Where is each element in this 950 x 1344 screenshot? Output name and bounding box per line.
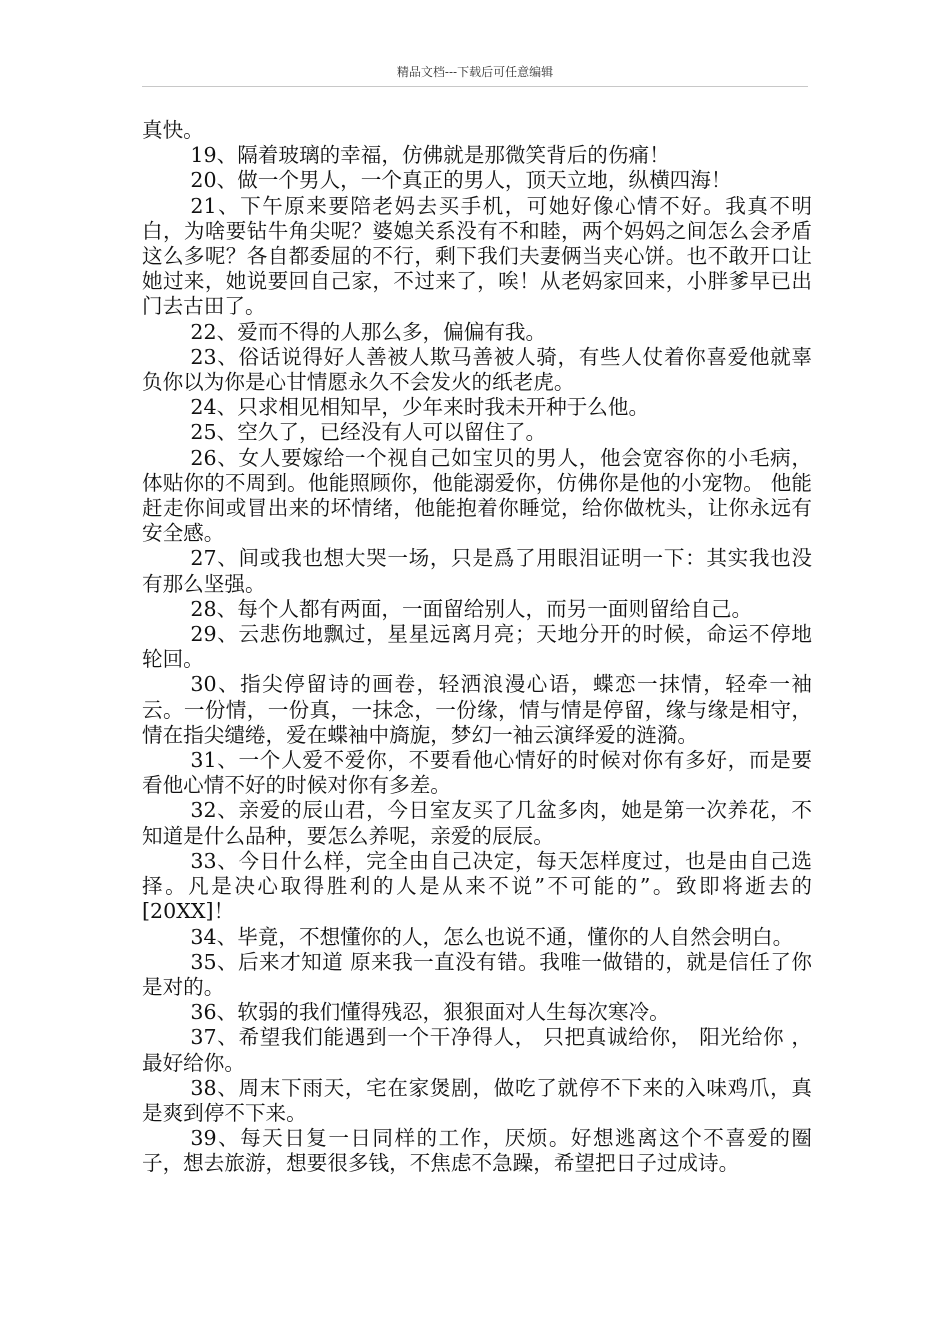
paragraph-39: 39、每天日复一日同样的工作，厌烦。好想逃离这个不喜爱的圈子，想去旅游，想要很多钱，不焦虑不急躁，希望把日子过成诗。 — [142, 1126, 812, 1176]
paragraph-20: 20、做一个男人，一个真正的男人，顶天立地，纵横四海！ — [190, 168, 732, 193]
paragraph-24: 24、只求相见相知早，少年来时我未开种于么他。 — [190, 395, 650, 420]
paragraph-27: 27、间或我也想大哭一场，只是爲了用眼泪证明一下：其实我也没有那么坚强。 — [142, 546, 812, 596]
paragraph-23: 23、俗话说得好人善被人欺马善被人骑，有些人仗着你喜爱他就辜负你以为你是心甘情愿永久不会发火的纸老虎。 — [142, 344, 812, 395]
document-body — [142, 118, 812, 1177]
paragraph-21: 21、下午原来要陪老妈去买手机，可她好像心情不好。我真不明白，为啥要钻牛角尖呢？婆媳关系没有不和睦，两个妈妈之间怎么会矛盾这么多呢？各自都委屈的不行，剩下我们夫妻俩当夹心饼。也不敢开口让她过来，她说要回自己家，不过来了，唉！从老妈家回来，小胖爹早已出门去古田了。 — [142, 193, 812, 319]
paragraph-38: 38、周末下雨天，宅在家煲剧，做吃了就停不下来的入味鸡爪，真是爽到停不下来。 — [142, 1075, 812, 1125]
paragraph-19: 19、隔着玻璃的幸福，仿佛就是那微笑背后的伤痛！ — [190, 143, 670, 168]
paragraph-31: 31、一个人爱不爱你，不要看他心情好的时候对你有多好，而是要看他心情不好的时候对你有多差。 — [142, 748, 812, 798]
paragraph-22: 22、爱而不得的人那么多，偏偏有我。 — [190, 319, 547, 344]
paragraph-28: 28、每个人都有两面，一面留给别人，而另一面则留给自己。 — [190, 596, 753, 621]
paragraph-25: 25、空久了，已经没有人可以留住了。 — [190, 420, 547, 445]
header-divider — [142, 86, 808, 87]
paragraph-35: 35、后来才知道 原来我一直没有错。我唯一做错的，就是信任了你是对的。 — [142, 949, 812, 999]
paragraph-30: 30、指尖停留诗的画卷，轻洒浪漫心语，蝶恋一抹情，轻牵一袖云。一份情，一份真，一抹念，一份缘，情与情是停留，缘与缘是相守，情在指尖缱绻，爱在蝶袖中旖旎，梦幻一袖云演绎爱的涟漪。 — [142, 672, 812, 747]
paragraph-32: 32、亲爱的辰山君，今日室友买了几盆多肉，她是第一次养花，不知道是什么品种，要怎么养呢，亲爱的辰辰。 — [142, 798, 812, 848]
paragraph-continuation: 真快。 — [142, 118, 204, 142]
paragraph-26: 26、女人要嫁给一个视自己如宝贝的男人，他会宽容你的小毛病，体贴你的不周到。他能照顾你，他能溺爱你，仿佛你是他的小宠物。 他能赶走你间或冒出来的坏情绪，他能抱着你睡觉，给你做枕头，让你永远有安全感。 — [142, 445, 812, 546]
paragraph-33: 33、今日什么样，完全由自己决定，每天怎样度过，也是由自己选择。凡是决心取得胜利的人是从来不说”不可能的”。致即将逝去的[20XX]！ — [142, 848, 812, 924]
paragraph-29: 29、云悲伤地飘过，星星远离月亮；天地分开的时候，命运不停地轮回。 — [142, 622, 812, 672]
paragraph-34: 34、毕竟，不想懂你的人，怎么也说不通，懂你的人自然会明白。 — [190, 924, 794, 949]
page-header: 精品文档---下载后可任意编辑 — [396, 65, 554, 79]
paragraph-36: 36、软弱的我们懂得残忍，狠狠面对人生每次寒冷。 — [190, 1000, 670, 1025]
paragraph-37: 37、希望我们能遇到一个干净得人， 只把真诚给你， 阳光给你 ，最好给你。 — [142, 1025, 812, 1075]
